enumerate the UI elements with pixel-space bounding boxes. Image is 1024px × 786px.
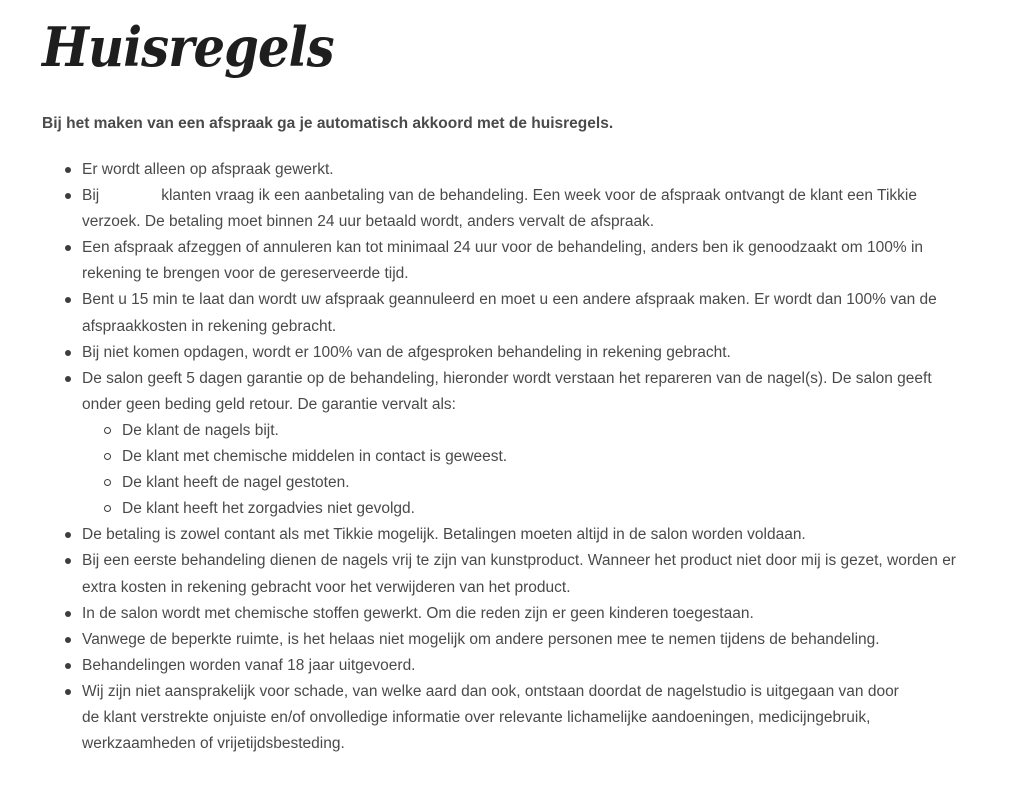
rule-line: de klant verstrekte onjuiste en/of onvolledige informatie over relevante lichamelijke aandoeningen, medicijngebruik, xyxy=(82,708,871,726)
rule-line: rekening te brengen voor de gereserveerde tijd. xyxy=(82,265,409,283)
intro-text: Bij het maken van een afspraak ga je automatisch akkoord met de huisregels. xyxy=(42,115,614,132)
rule-line: Behandelingen worden vanaf 18 jaar uitgevoerd. xyxy=(82,656,416,674)
rule-line: De salon geeft 5 dagen garantie op de behandeling, hieronder wordt verstaan het repareren van de nagel(s). De salon geeft xyxy=(82,369,932,387)
rule-item xyxy=(0,183,1024,235)
rule-line: verzoek. De betaling moet binnen 24 uur betaald wordt, anders vervalt de afspraak. xyxy=(82,213,655,231)
rule-line: In de salon wordt met chemische stoffen gewerkt. Om die reden zijn er geen kinderen toegestaan. xyxy=(82,604,754,622)
rules-list xyxy=(0,157,1024,757)
rule-line: Er wordt alleen op afspraak gewerkt. xyxy=(82,161,334,178)
rule-line: Vanwege de beperkte ruimte, is het helaas niet mogelijk om andere personen mee te nemen tijdens de behandeling. xyxy=(82,630,880,648)
rule-item xyxy=(0,653,1024,679)
rule-line: De betaling is zowel contant als met Tikkie mogelijk. Betalingen moeten altijd in de salon worden voldaan. xyxy=(82,526,806,544)
rule-item xyxy=(0,601,1024,627)
sub-rule-item: De klant de nagels bijt. xyxy=(82,418,1024,444)
rule-line: extra kosten in rekening gebracht voor het verwijderen van het product. xyxy=(82,578,571,596)
rule-line: Bij een eerste behandeling dienen de nagels vrij te zijn van kunstproduct. Wanneer het product niet door mij is gezet, worden er xyxy=(82,552,956,570)
rule-item xyxy=(0,522,1024,548)
rule-item xyxy=(0,287,1024,339)
rule-line: Een afspraak afzeggen of annuleren kan tot minimaal 24 uur voor de behandeling, anders ben ik genoodzaakt om 100% in xyxy=(82,239,924,257)
page-title: Huisregels xyxy=(42,15,334,79)
rule-item xyxy=(0,235,1024,287)
sub-rule-item: De klant heeft het zorgadvies niet gevolgd. xyxy=(82,496,1024,522)
sub-rule-item: De klant met chemische middelen in contact is geweest. xyxy=(82,444,1024,470)
rule-item xyxy=(0,627,1024,653)
rule-item xyxy=(0,157,1024,183)
rule-line: Bent u 15 min te laat dan wordt uw afspraak geannuleerd en moet u een andere afspraak maken. Er wordt dan 100% van de xyxy=(82,291,937,309)
rule-line xyxy=(82,183,1024,209)
rule-line: werkzaamheden of vrijetijdsbesteding. xyxy=(82,735,345,753)
rule-item xyxy=(0,548,1024,600)
sub-rule-item: De klant heeft de nagel gestoten. xyxy=(82,470,1024,496)
rule-line-end: klanten vraag ik een aanbetaling van de behandeling. Een week voor de afspraak ontvangt de klant een Tikkie xyxy=(161,187,917,205)
rule-item xyxy=(0,366,1024,523)
warranty-conditions-list xyxy=(82,418,1024,522)
rule-item xyxy=(0,679,1024,757)
rule-item xyxy=(0,340,1024,366)
rule-line: Wij zijn niet aansprakelijk voor schade, van welke aard dan ook, ontstaan doordat de nagelstudio is uitgegaan van door xyxy=(82,682,899,700)
rule-line: afspraakkosten in rekening gebracht. xyxy=(82,317,337,335)
rule-line-start: Bij xyxy=(82,187,100,205)
rule-line: Bij niet komen opdagen, wordt er 100% van de afgesproken behandeling in rekening gebracht. xyxy=(82,343,731,361)
rule-line: onder geen beding geld retour. De garantie vervalt als: xyxy=(82,395,456,413)
